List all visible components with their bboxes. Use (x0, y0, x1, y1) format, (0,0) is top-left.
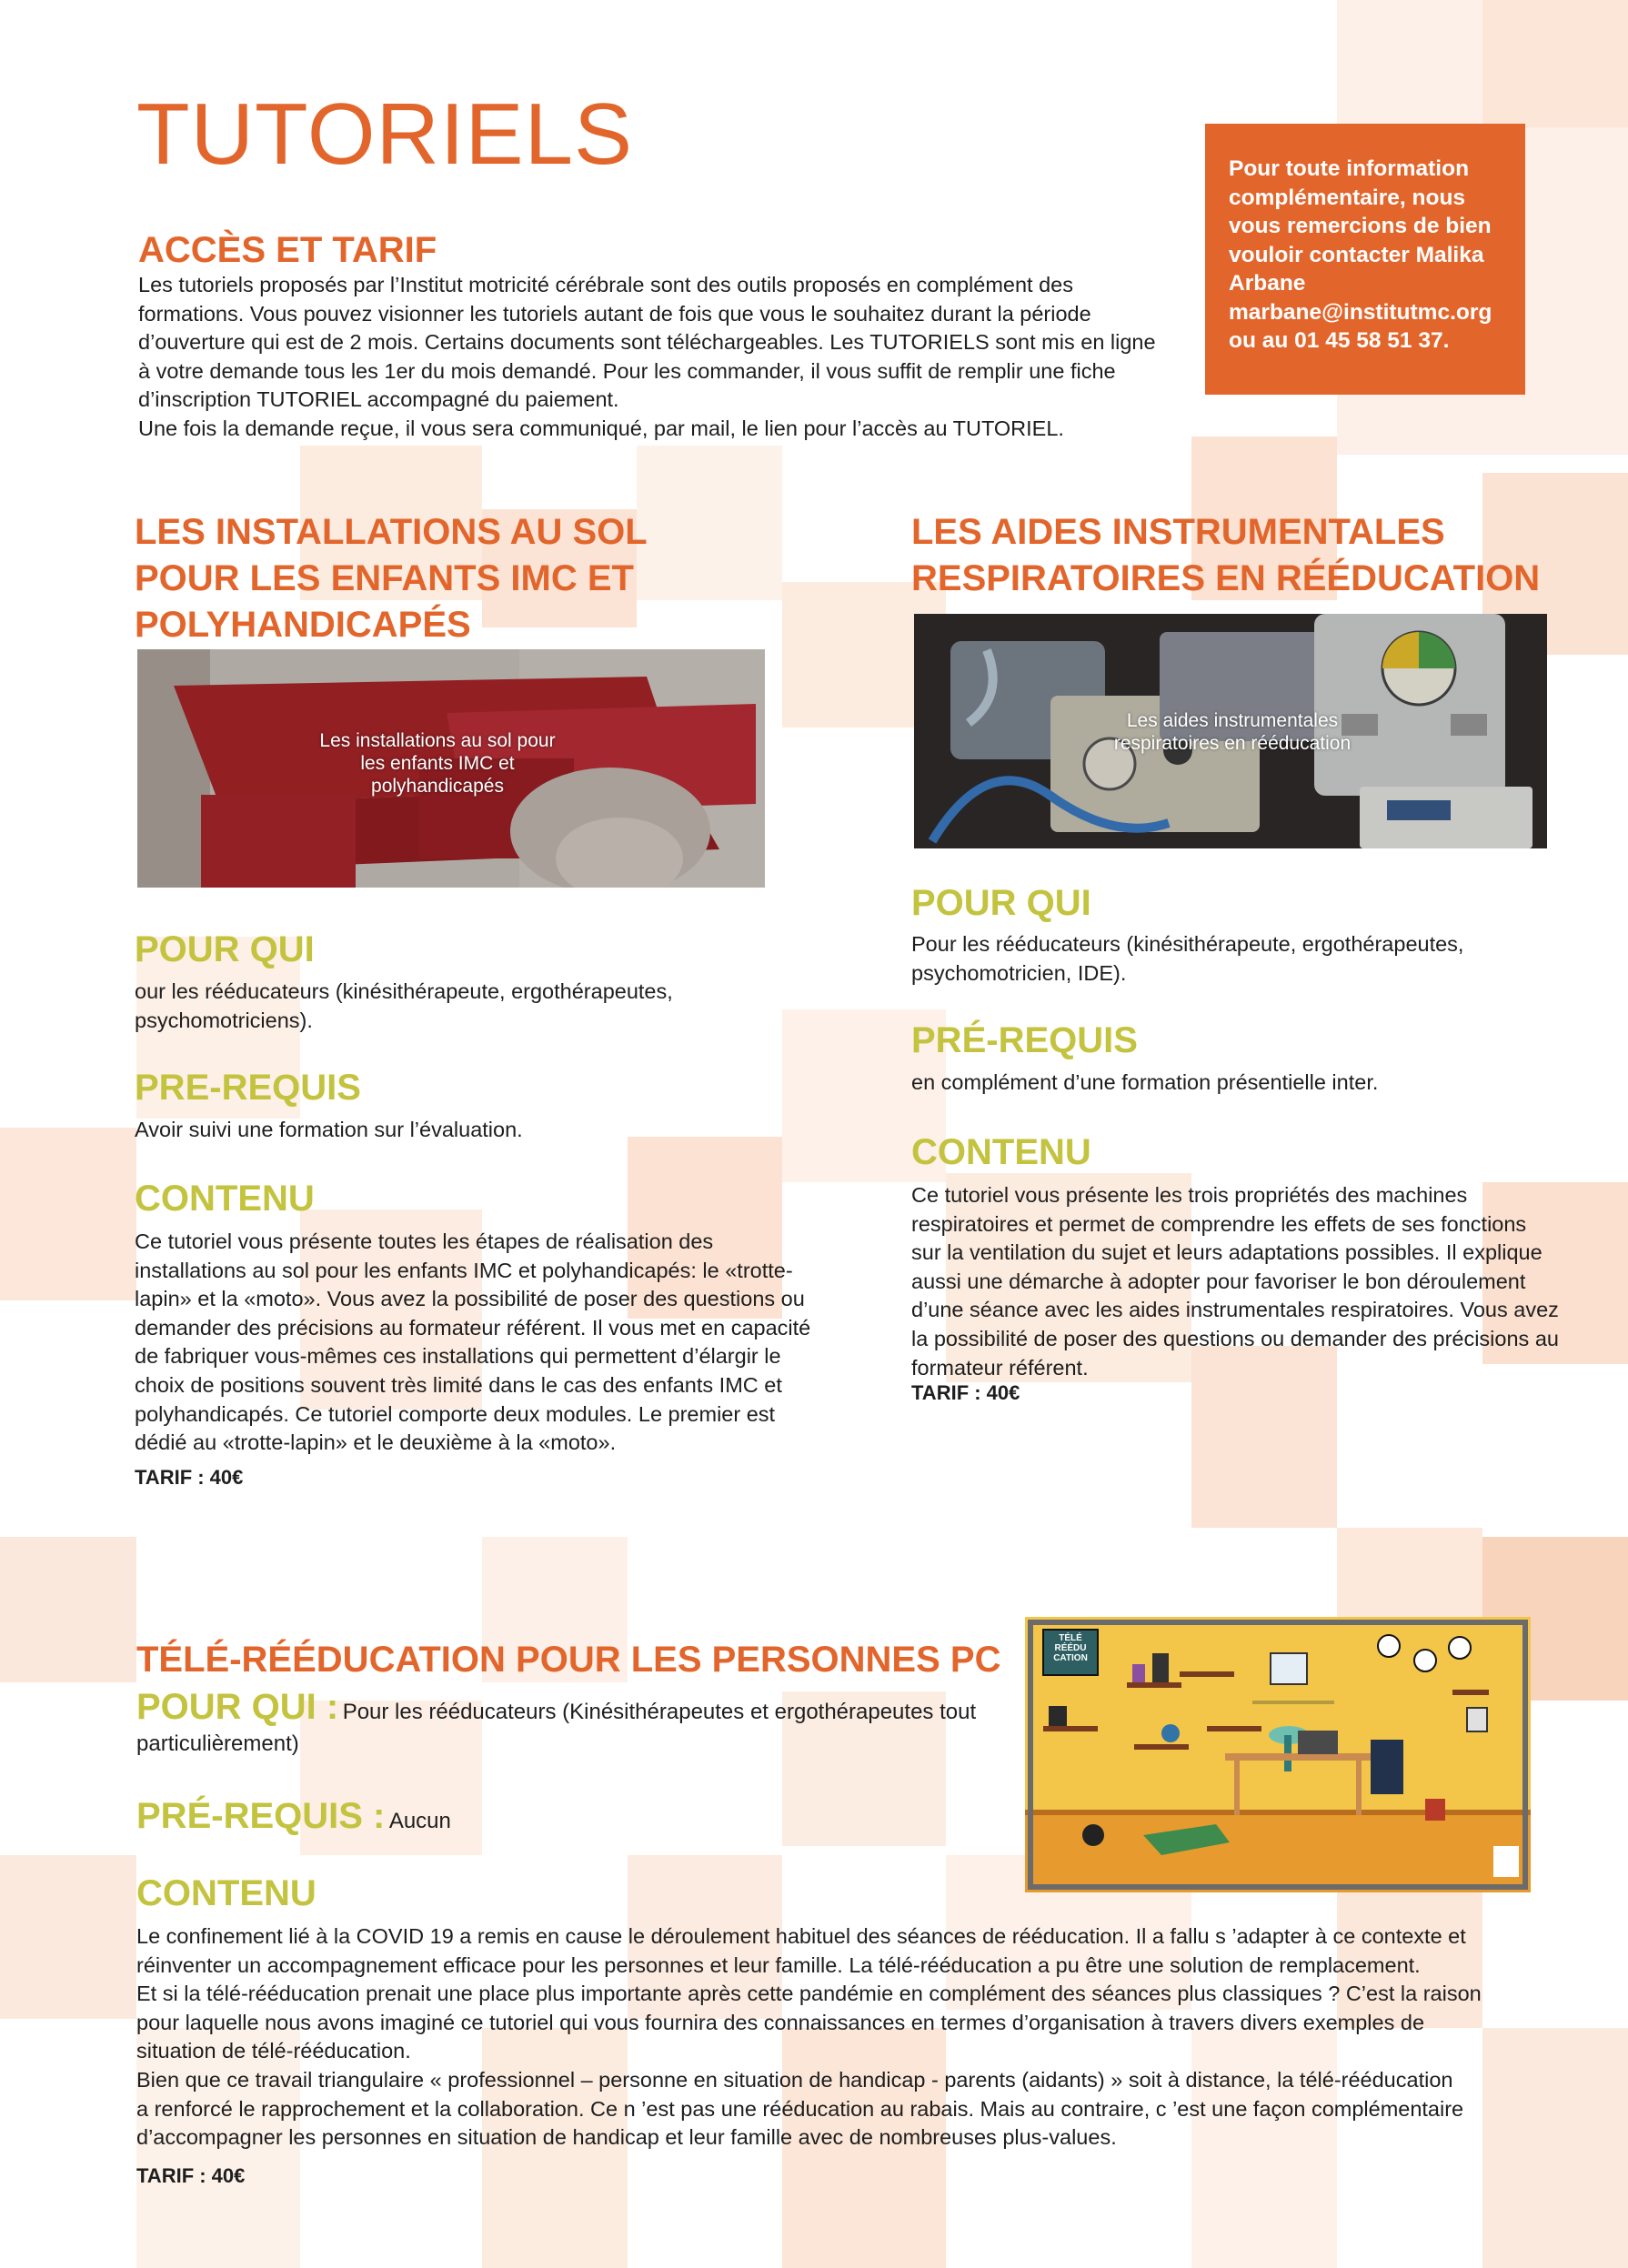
caption-line: polyhandicapés (371, 776, 504, 797)
text-line: Bien que ce travail triangulaire « professionnel – personne en situation de handicap - parents (aidants) » soit à distance, la télé-rééducation (136, 2067, 1453, 2092)
aides-video-thumbnail[interactable] (914, 614, 1547, 848)
tele-heading: TÉLÉ-RÉÉDUCATION POUR LES PERSONNES PC (136, 1640, 1001, 1680)
installations-video-caption (283, 729, 592, 798)
tele-prerequis-label: PRÉ-REQUIS : (136, 1796, 386, 1836)
text-line: situation de télé-rééducation. (136, 2039, 411, 2063)
text-line: our les rééducateurs (kinésithérapeute, ergothérapeutes, (135, 979, 673, 1003)
installations-pour-qui-label: POUR QUI (135, 929, 315, 969)
tele-contenu-label: CONTENU (136, 1873, 317, 1913)
tele-illustration (1025, 1617, 1531, 1892)
aides-prerequis-label: PRÉ-REQUIS (911, 1020, 1138, 1060)
text-line: la possibilité de poser des questions ou demander des précisions au (911, 1326, 1559, 1350)
tele-pour-qui-text: Pour les rééducateurs (Kinésithérapeutes et ergothérapeutes tout (342, 1700, 977, 1724)
contact-line: complémentaire, nous (1229, 185, 1466, 210)
tele-contenu-text (136, 1922, 1501, 2153)
tele-pour-qui-label: POUR QUI : (136, 1687, 339, 1727)
tele-pour-qui-text-2: particulièrement) (136, 1731, 299, 1756)
contact-line: Pour toute information (1229, 156, 1470, 181)
aides-pour-qui-label: POUR QUI (911, 883, 1091, 923)
text-line: dédié au «trotte-lapin» et le deuxième à la «moto». (135, 1430, 617, 1455)
text-line: d’accompagner les personnes en situation de handicap et leur famille avec de nombreuses plus-values. (136, 2125, 1117, 2150)
text-line: psychomotriciens). (135, 1008, 313, 1032)
text-line: psychomotricien, IDE). (911, 960, 1127, 985)
text-line: réinventer un accompagnement efficace pour les personnes et leur famille. La télé-rééducation a pu être une solution de remplacement. (136, 1952, 1421, 1977)
installations-heading-line: POLYHANDICAPÉS (135, 605, 471, 646)
contact-line: vous remercions de bien (1229, 214, 1492, 238)
text-line: Ce tutoriel vous présente toutes les étapes de réalisation des (135, 1229, 714, 1253)
acces-line: à votre demande tous les 1er du mois demandé. Pour les commander, il vous suffit de remplir une fiche (138, 358, 1116, 383)
text-line: Pour les rééducateurs (kinésithérapeute, ergothérapeutes, (911, 932, 1464, 956)
text-line: choix de positions souvent très limité dans le cas des enfants IMC et (135, 1372, 782, 1397)
contact-box (1205, 124, 1525, 395)
tele-tarif: TARIF : 40€ (136, 2164, 246, 2187)
text-line: lapin» et la «moto». Vous avez la possibilité de poser des questions ou (135, 1287, 805, 1311)
contact-line: Arbane (1229, 271, 1306, 296)
acces-line: Une fois la demande reçue, il vous sera communiqué, par mail, le lien pour l’accès au TUTORIEL. (138, 416, 1064, 440)
acces-paragraph (138, 271, 1184, 444)
text-line: d’une séance avec les aides instrumentales respiratoires. Vous avez (911, 1298, 1559, 1322)
acces-heading: ACCÈS ET TARIF (138, 230, 437, 270)
caption-line: les enfants IMC et (360, 753, 515, 774)
installations-heading-line: LES INSTALLATIONS AU SOL (135, 512, 648, 552)
caption-line: respiratoires en rééducation (1113, 733, 1352, 754)
caption-line: Les aides instrumentales (1126, 710, 1339, 731)
aides-contenu-text (911, 1181, 1603, 1382)
installations-contenu-label: CONTENU (135, 1179, 315, 1219)
acces-line: d’ouverture qui est de 2 mois. Certains documents sont téléchargeables. Les TUTORIELS sont mis en ligne (138, 330, 1156, 355)
tele-prerequis-text: Aucun (388, 1809, 451, 1833)
acces-line: Les tutoriels proposés par l’Institut motricité cérébrale sont des outils proposés en complément des (138, 273, 1073, 296)
text-line: demander des précisions au formateur référent. Il vous met en capacité (135, 1315, 811, 1340)
installations-heading-line: POUR LES ENFANTS IMC ET (135, 558, 634, 599)
aides-contenu-label: CONTENU (911, 1132, 1091, 1172)
contact-email-link[interactable]: marbane@institutmc.org (1229, 299, 1492, 325)
tele-prerequis (136, 1796, 451, 1837)
aides-video-caption (1069, 709, 1396, 755)
text-line: polyhandicapés. Ce tutoriel comporte deux modules. Le premier est (135, 1401, 776, 1426)
installations-contenu-text (135, 1228, 826, 1458)
caption-line: Les installations au sol pour (319, 730, 556, 751)
text-line: Le confinement lié à la COVID 19 a remis en cause le déroulement habituel des séances de rééducation. Il a fallu s ’adapter à ce contexte et (136, 1924, 1466, 1948)
aides-heading-line: LES AIDES INSTRUMENTALES (911, 512, 1445, 552)
aides-heading (911, 509, 1540, 602)
text-line: de fabriquer vous-mêmes ces installations qui permettent d’élargir le (135, 1344, 781, 1369)
aides-heading-line: RESPIRATOIRES EN RÉÉDUCATION (911, 558, 1541, 599)
contact-line: vouloir contacter Malika (1229, 242, 1484, 267)
tele-pour-qui (136, 1687, 1010, 1760)
acces-line: formations. Vous pouvez visionner les tutoriels autant de fois que vous le souhaitez durant la période (138, 301, 1091, 326)
aides-tarif: TARIF : 40€ (911, 1381, 1020, 1404)
contact-phone: ou au 01 45 58 51 37. (1229, 328, 1450, 353)
text-line: a renforcé le rapprochement et la collaboration. Ce n ’est pas une rééducation au rabais. Mais au contraire, c ’est une façon complémentaire (136, 2096, 1464, 2121)
installations-tarif: TARIF : 40€ (135, 1466, 244, 1489)
installations-prerequis-label: PRE-REQUIS (135, 1068, 361, 1108)
aides-pour-qui-text (911, 930, 1603, 988)
text-line: pour laquelle nous avons imaginé ce tutoriel qui vous fournira des connaissances en termes d’organisation à travers divers exemples de (136, 2010, 1425, 2034)
installations-prerequis-text: Avoir suivi une formation sur l’évaluation. (135, 1118, 523, 1141)
text-line: Et si la télé-rééducation prenait une place plus importante après cette pandémie en complément des séances plus classiques ? C’est la raison (136, 1982, 1482, 2006)
tele-illustration-sign: TÉLÉ RÉÉDU CATION (1053, 1633, 1088, 1663)
text-line: sur la ventilation du sujet et leurs adaptations possibles. Il explique (911, 1240, 1543, 1265)
text-line: respiratoires et permet de comprendre les effets de ses fonctions (911, 1211, 1527, 1236)
installations-video-thumbnail[interactable] (137, 649, 765, 888)
page-title: TUTORIELS (136, 85, 633, 183)
text-line: aussi une démarche à adopter pour favoriser le bon déroulement (911, 1269, 1526, 1293)
aides-prerequis-text: en complément d’une formation présentielle inter. (911, 1070, 1379, 1094)
installations-heading (135, 509, 648, 649)
acces-line: d’inscription TUTORIEL accompagné du paiement. (138, 387, 619, 412)
text-line: Ce tutoriel vous présente les trois propriétés des machines (911, 1183, 1468, 1207)
text-line: installations au sol pour les enfants IMC et polyhandicapés: le «trotte- (135, 1258, 793, 1282)
installations-pour-qui-text (135, 978, 808, 1035)
text-line: formateur référent. (911, 1355, 1089, 1380)
